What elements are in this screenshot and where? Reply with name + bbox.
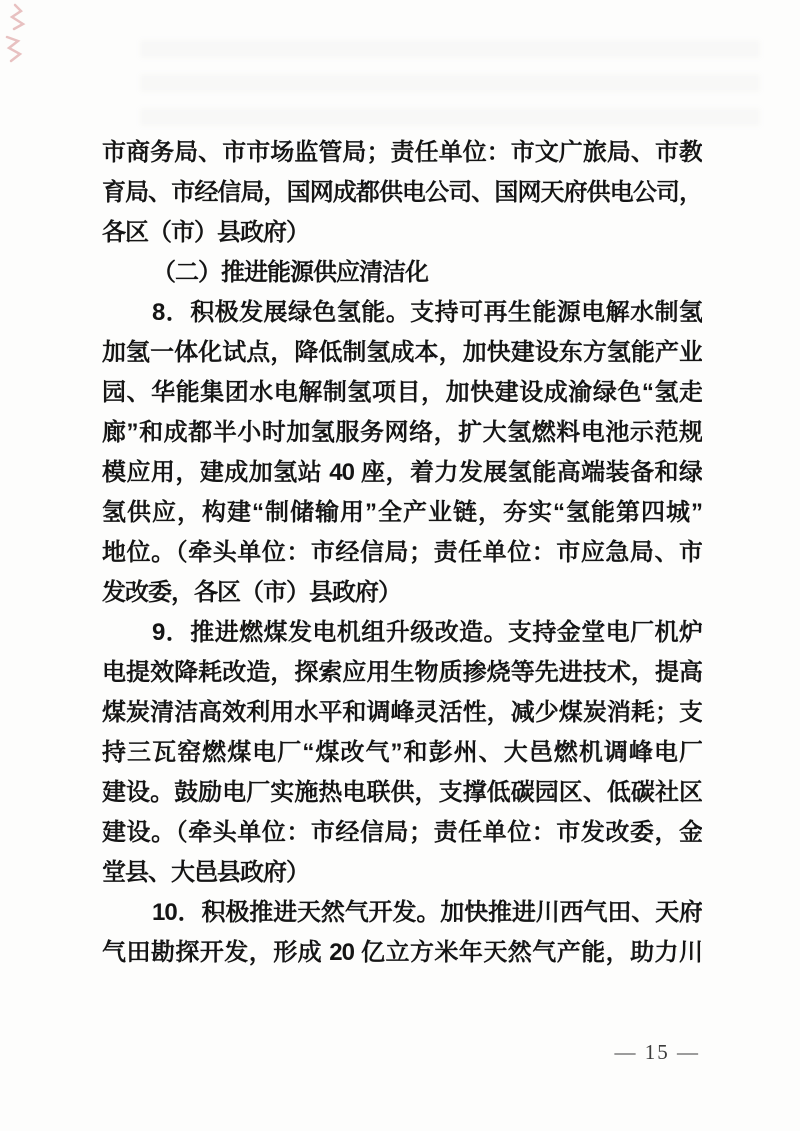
- document-body: [102, 133, 702, 973]
- text-line: 煤炭清洁高效利用水平和调峰灵活性，减少煤炭消耗；支: [102, 699, 702, 726]
- text-line: 建设。（牵头单位：市经信局；责任单位：市发改委，金: [102, 819, 702, 846]
- text-line: 堂县、大邑县政府）: [102, 859, 309, 886]
- page-number: — 15 —: [614, 1040, 700, 1064]
- text-line: 育局、市经信局，国网成都供电公司、国网天府供电公司，: [102, 179, 702, 206]
- text-line: 气田勘探开发，形成 20 亿立方米年天然气产能，助力川: [102, 939, 702, 966]
- paragraph-item-8: [102, 293, 702, 613]
- text-line: 10．积极推进天然气开发。加快推进川西气田、天府: [152, 899, 702, 926]
- text-line: 持三瓦窑燃煤电厂“煤改气”和彭州、大邑燃机调峰电厂: [102, 739, 702, 766]
- text-line: 氢供应，构建“制储输用”全产业链，夯实“氢能第四城”: [102, 499, 702, 526]
- text-line: 发改委，各区（市）县政府）: [102, 579, 401, 606]
- text-line: 8．积极发展绿色氢能。支持可再生能源电解水制氢: [152, 299, 702, 326]
- text-line: 园、华能集团水电解制氢项目，加快建设成渝绿色“氢走: [102, 379, 702, 406]
- text-line: 电提效降耗改造，探索应用生物质掺烧等先进技术，提高: [102, 659, 702, 686]
- heading-line: （二）推进能源供应清洁化: [152, 259, 428, 286]
- text-line: 模应用，建成加氢站 40 座，着力发展氢能高端装备和绿: [102, 459, 702, 486]
- section-heading: [102, 253, 702, 293]
- text-line: 建设。鼓励电厂实施热电联供，支撑低碳园区、低碳社区: [102, 779, 702, 806]
- scan-bleed-through-artifact: [140, 40, 760, 130]
- paragraph-continuation: [102, 133, 702, 253]
- paragraph-item-9: [102, 613, 702, 893]
- text-line: 9．推进燃煤发电机组升级改造。支持金堂电厂机炉: [152, 619, 702, 646]
- red-pen-marks-icon: [2, 2, 42, 70]
- text-line: 市商务局、市市场监管局；责任单位：市文广旅局、市教: [102, 139, 702, 166]
- page-footer: [615, 1040, 701, 1064]
- paragraph-item-10: [102, 893, 702, 973]
- text-line: 加氢一体化试点，降低制氢成本，加快建设东方氢能产业: [102, 339, 702, 366]
- text-line: 地位。（牵头单位：市经信局；责任单位：市应急局、市: [102, 539, 702, 566]
- text-line: 廊”和成都半小时加氢服务网络，扩大氢燃料电池示范规: [102, 419, 702, 446]
- text-line: 各区（市）县政府）: [102, 219, 309, 246]
